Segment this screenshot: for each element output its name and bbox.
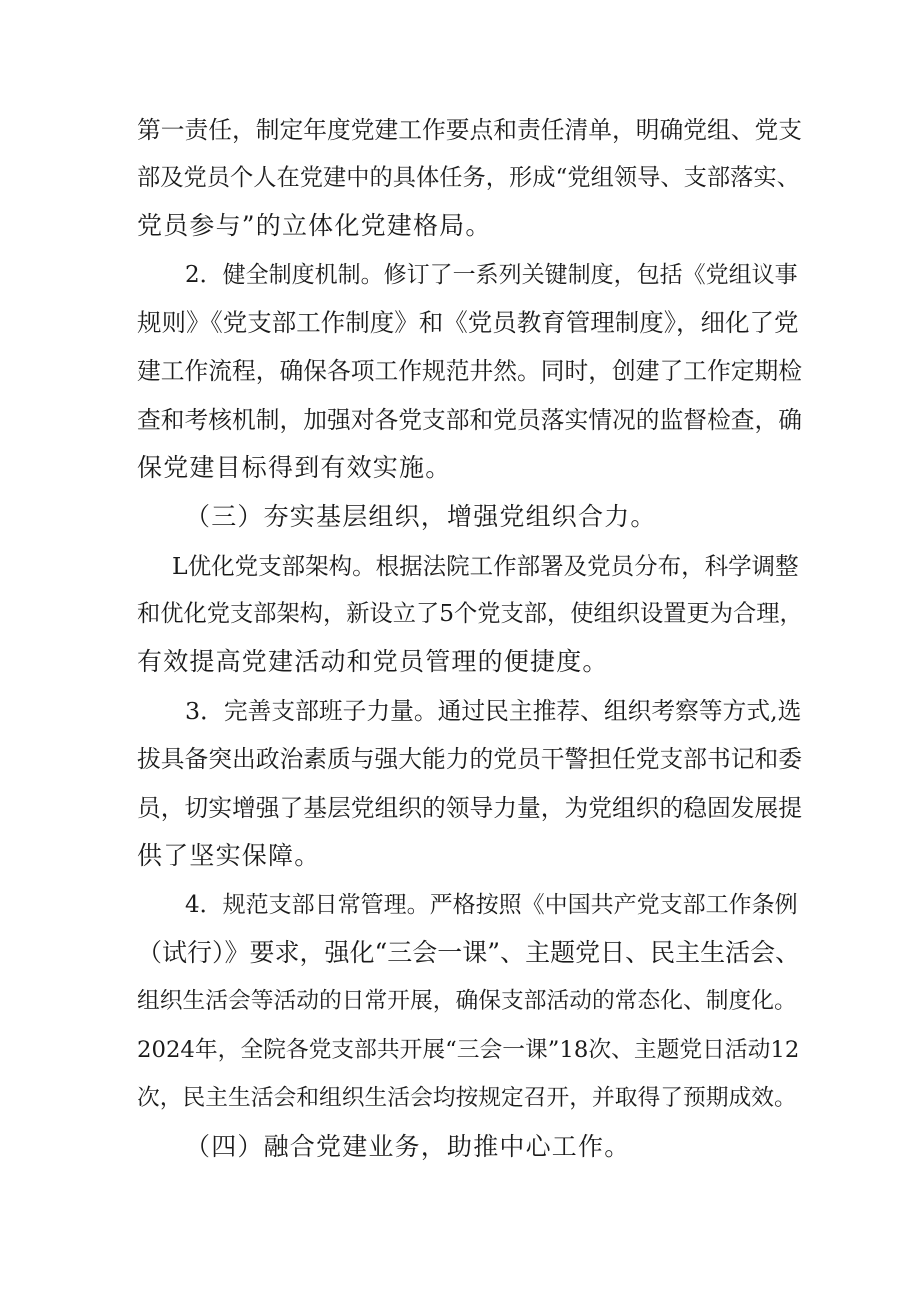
paragraph-line: 3．完善支部班子力量。通过民主推荐、组织考察等方式,选 bbox=[185, 697, 802, 725]
paragraph-line: 拔具备突出政治素质与强大能力的党员干警担任党支部书记和委 bbox=[137, 745, 803, 773]
paragraph-line: 查和考核机制，加强对各党支部和党员落实情况的监督检查，确 bbox=[137, 406, 803, 434]
paragraph-line: 2．健全制度机制。修订了一系列关键制度，包括《党组议事 bbox=[185, 262, 798, 288]
paragraph-line: 党员参与”的立体化党建格局。 bbox=[137, 211, 492, 240]
section-heading: （三）夯实基层组织，增强党组织合力。 bbox=[185, 502, 657, 531]
paragraph-line: 第一责任，制定年度党建工作要点和责任清单，明确党组、党支 bbox=[137, 116, 803, 144]
paragraph-line: 保党建目标得到有效实施。 bbox=[137, 453, 452, 482]
paragraph-line: L优化党支部架构。根据法院工作部署及党员分布，科学调整 bbox=[172, 552, 799, 580]
paragraph-line: 次，民主生活会和组织生活会均按规定召开，并取得了预期成效。 bbox=[137, 1085, 797, 1111]
paragraph-line: 2024年，全院各党支部共开展“三会一课”18次、主题党日活动12 bbox=[137, 1037, 800, 1063]
paragraph-line: 规则》《党支部工作制度》和《党员教育管理制度》，细化了党 bbox=[137, 308, 799, 337]
section-heading: （四）融合党建业务，助推中心工作。 bbox=[185, 1132, 631, 1161]
paragraph-line: 组织生活会等活动的日常开展，确保支部活动的常态化、制度化。 bbox=[137, 988, 797, 1014]
paragraph-line: 4．规范支部日常管理。严格按照《中国共产党支部工作条例 bbox=[185, 892, 798, 918]
paragraph-line: 有效提高党建活动和党员管理的便捷度。 bbox=[137, 647, 609, 676]
paragraph-line: （试行）》要求，强化“三会一课”、主题党日、民主生活会、 bbox=[137, 938, 801, 967]
paragraph-line: 员，切实增强了基层党组织的领导力量，为党组织的稳固发展提 bbox=[137, 794, 803, 822]
paragraph-line: 和优化党支部架构，新设立了5个党支部，使组织设置更为合理， bbox=[137, 600, 803, 627]
paragraph-line: 建工作流程，确保各项工作规范井然。同时，创建了工作定期检 bbox=[137, 357, 803, 385]
paragraph-line: 供了坚实保障。 bbox=[137, 841, 321, 870]
paragraph-line: 部及党员个人在党建中的具体任务，形成“党组领导、支部落实、 bbox=[137, 164, 800, 191]
